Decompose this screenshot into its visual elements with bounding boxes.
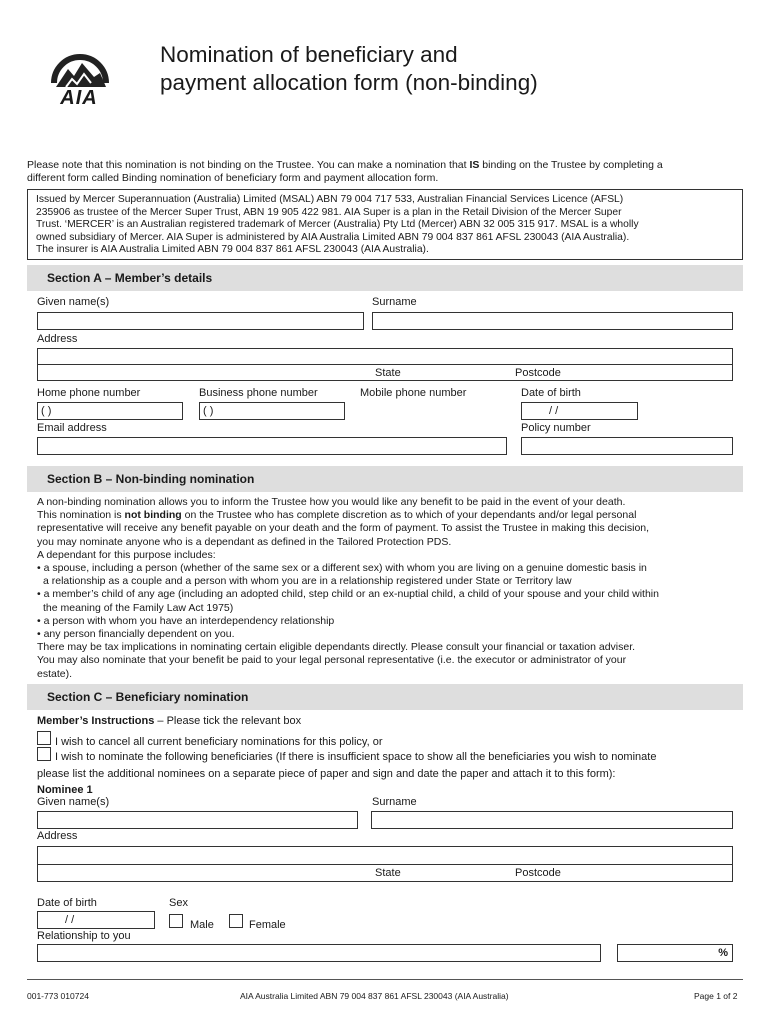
cancel-nominations-label: I wish to cancel all current beneficiary nominations for this policy, or <box>55 736 383 748</box>
nominee-address-divider <box>37 864 733 865</box>
footer-rule <box>27 979 743 980</box>
nominee-postcode-label: Postcode <box>515 867 561 879</box>
home-phone-input[interactable] <box>37 402 183 420</box>
business-phone-prefix: ( ) <box>203 405 214 417</box>
nominate-beneficiaries-label-2: please list the additional nominees on a separate piece of paper and sign and date the paper and attach it to this form): <box>37 768 616 780</box>
section-c-header: Section C – Beneficiary nomination <box>27 684 743 710</box>
nominee-1-title: Nominee 1 <box>37 784 93 796</box>
female-label: Female <box>249 919 286 931</box>
intro-text: Please note that this nomination is not binding on the Trustee. You can make a nomination that IS binding on the Trustee by completing a different form called Binding nomination of beneficiary form and payment allocation form. <box>27 159 663 185</box>
policy-number-label: Policy number <box>521 422 591 434</box>
nominate-beneficiaries-label: I wish to nominate the following beneficiaries (If there is insufficient space to show all the beneficiaries you wish to nominate <box>55 751 657 763</box>
member-instructions: Member’s Instructions – Please tick the relevant box <box>37 715 302 727</box>
surname-input[interactable] <box>372 312 733 330</box>
address-label: Address <box>37 333 78 345</box>
form-title-line1: Nomination of beneficiary and <box>160 42 458 67</box>
nominee-dob-input[interactable] <box>37 911 155 929</box>
aia-logo <box>44 43 116 113</box>
percentage-input[interactable] <box>617 944 733 962</box>
surname-label: Surname <box>372 296 417 308</box>
female-checkbox[interactable] <box>229 914 243 928</box>
nominee-dob-label: Date of birth <box>37 897 97 909</box>
home-phone-label: Home phone number <box>37 387 141 399</box>
section-b-header: Section B – Non-binding nomination <box>27 466 743 492</box>
state-label: State <box>375 367 401 379</box>
business-phone-input[interactable] <box>199 402 345 420</box>
section-b-text: A non-binding nomination allows you to inform the Trustee how you would like any benefit to be paid in the event of your death. This nomination is not binding on the Trustee who has complete discretion as to which of your dependants and/or legal personal representative will receive any benefit payable on your death and the form of payment. To assist the Trustee in making this decision, you may nominate anyone who is a dependant as defined in the Tailored Protection PDS. A dependant for this purpose includes: • a spouse, including a person (whether of the same sex or a different sex) with whom you are living on a genuine domestic basis in a relationship as a couple and a person with whom you are in a relationship registered under State or Territory law • a member’s child of any age (including an adopted child, step child or an ex-nuptial child, a child of your spouse and your child within the meaning of the Family Law Act 1975) • a person with whom you have an interdependency relationship • any person financially dependent on you. There may be tax implications in nominating certain eligible dependants directly. Please consult your financial or taxation adviser. You may also nominate that your benefit be paid to your legal personal representative (i.e. the executor or administrator of your estate). <box>37 496 659 680</box>
nominee-surname-input[interactable] <box>371 811 733 829</box>
nominee-given-names-label: Given name(s) <box>37 796 110 808</box>
male-checkbox[interactable] <box>169 914 183 928</box>
relationship-label: Relationship to you <box>37 930 131 942</box>
business-phone-label: Business phone number <box>199 387 318 399</box>
cancel-nominations-checkbox[interactable] <box>37 731 51 745</box>
address-divider <box>37 364 733 365</box>
dob-input[interactable] <box>521 402 638 420</box>
logo-text: AIA <box>60 87 98 109</box>
section-a-header: Section A – Member’s details <box>27 265 743 291</box>
issuer-box <box>27 189 743 260</box>
given-names-label: Given name(s) <box>37 296 110 308</box>
dob-slashes: / / <box>549 405 559 417</box>
email-input[interactable] <box>37 437 507 455</box>
form-title-line2: payment allocation form (non-binding) <box>160 70 538 95</box>
nominee-given-names-input[interactable] <box>37 811 358 829</box>
postcode-label: Postcode <box>515 367 561 379</box>
mobile-phone-label: Mobile phone number <box>360 387 467 399</box>
nominee-address-label: Address <box>37 830 78 842</box>
footer-page: Page 1 of 2 <box>694 991 738 1001</box>
nominee-sex-label: Sex <box>169 897 188 909</box>
email-label: Email address <box>37 422 107 434</box>
given-names-input[interactable] <box>37 312 364 330</box>
footer-company: AIA Australia Limited ABN 79 004 837 861 AFSL 230043 (AIA Australia) <box>240 991 509 1001</box>
male-label: Male <box>190 919 214 931</box>
nominee-surname-label: Surname <box>372 796 417 808</box>
policy-number-input[interactable] <box>521 437 733 455</box>
nominee-dob-slashes: / / <box>65 914 75 926</box>
home-phone-prefix: ( ) <box>41 405 52 417</box>
footer-code: 001-773 010724 <box>27 991 89 1001</box>
nominate-beneficiaries-checkbox[interactable] <box>37 747 51 761</box>
nominee-state-label: State <box>375 867 401 879</box>
issuer-text: Issued by Mercer Superannuation (Australia) Limited (MSAL) ABN 79 004 717 533, Australian Financial Services Licence (AFSL) 235906 as trustee of the Mercer Super Trust, ABN 19 905 422 981. AIA Super is a plan in the Retail Division of the Mercer Super Trust. ‘MERCER’ is an Australian registered trademark of Mercer (Australia) Pty Ltd (Mercer) ABN 32 005 315 917. MSAL is a wholly owned subsidiary of Mercer. AIA Super is administered by AIA Australia Limited ABN 79 004 837 861 AFSL 230043 (AIA Australia). The insurer is AIA Australia Limited ABN 79 004 837 861 AFSL 230043 (AIA Australia). <box>36 194 639 256</box>
dob-label: Date of birth <box>521 387 581 399</box>
percent-sign: % <box>718 947 728 959</box>
relationship-input[interactable] <box>37 944 601 962</box>
